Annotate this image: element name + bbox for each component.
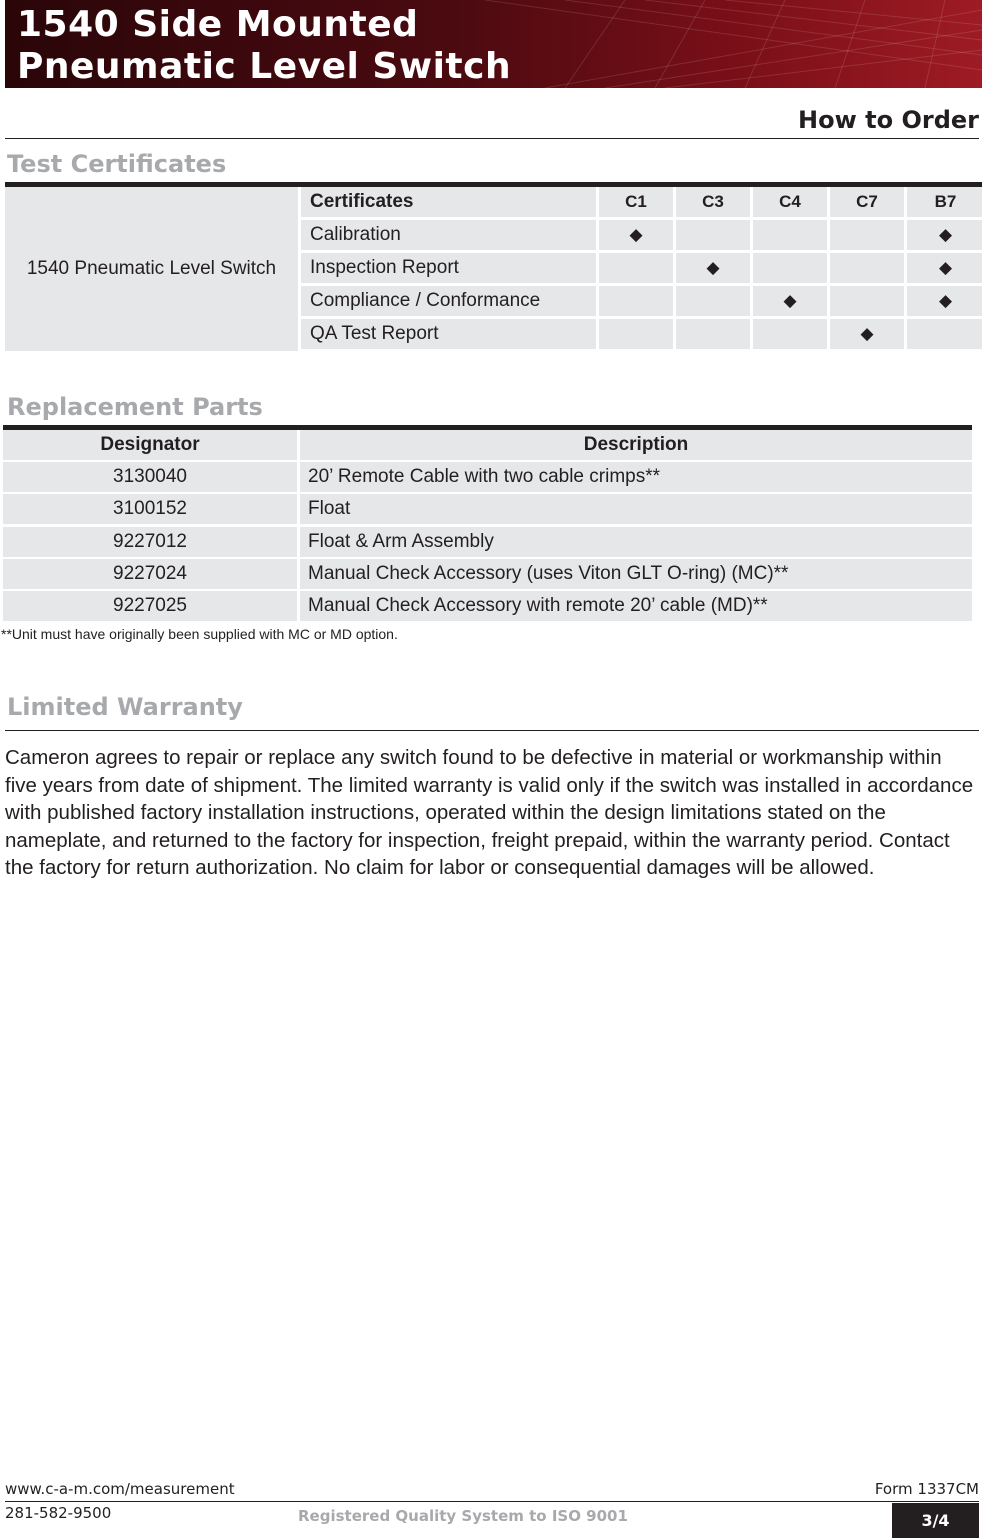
footer-divider (5, 1501, 979, 1502)
parts-footnote: **Unit must have originally been supplied with MC or MD option. (1, 626, 398, 642)
certificate-name: QA Test Report (301, 319, 596, 349)
certificate-mark (753, 319, 827, 349)
certificate-mark: ◆ (676, 253, 750, 283)
part-designator: 9227012 (3, 527, 297, 557)
test-certificates-title: Test Certificates (7, 150, 227, 178)
part-designator: 9227025 (3, 591, 297, 621)
footer-website-link[interactable]: www.c-a-m.com/measurement (5, 1480, 235, 1498)
certificate-mark: ◆ (599, 220, 673, 250)
limited-warranty-text: Cameron agrees to repair or replace any switch found to be defective in material or workmanship within five years from date of shipment. The limited warranty is valid only if the switch was installed in accordance with published factory installation instructions, operated within the design limitations stated on the nameplate, and returned to the factory for inspection, freight prepaid, within the warranty period. Contact the factory for return authorization. No claim for labor or consequential damages will be allowed. (5, 746, 974, 879)
column-header-c1: C1 (599, 187, 673, 217)
certificate-mark (753, 220, 827, 250)
part-designator: 3130040 (3, 462, 297, 492)
certificate-row-qa-test-report (301, 319, 982, 349)
table-row (3, 462, 972, 492)
certificate-mark: ◆ (907, 253, 982, 283)
certificate-row-inspection-report (301, 253, 982, 283)
certificate-name: Calibration (301, 220, 596, 250)
parts-header-row (3, 430, 972, 460)
page-number-badge: 3/4 (892, 1503, 979, 1538)
column-header-c4: C4 (753, 187, 827, 217)
table-row (3, 591, 972, 621)
header-divider (5, 138, 979, 139)
certificate-mark (599, 319, 673, 349)
column-header-c3: C3 (676, 187, 750, 217)
footer-iso-statement: Registered Quality System to ISO 9001 (298, 1507, 628, 1525)
limited-warranty-rule (5, 730, 979, 731)
column-header-c7: C7 (830, 187, 904, 217)
part-description: 20’ Remote Cable with two cable crimps** (300, 462, 972, 492)
certificate-mark: ◆ (830, 319, 904, 349)
footer-form-number: Form 1337CM (874, 1480, 979, 1498)
part-designator: 9227024 (3, 559, 297, 589)
certificates-product-cell: 1540 Pneumatic Level Switch (5, 187, 298, 351)
table-row (3, 559, 972, 589)
certificate-mark (830, 220, 904, 250)
part-designator: 3100152 (3, 494, 297, 524)
header-banner (5, 0, 982, 88)
how-to-order-heading: How to Order (798, 106, 979, 134)
title-line-1: 1540 Side Mounted (17, 4, 419, 45)
table-row (3, 527, 972, 557)
part-description: Manual Check Accessory (uses Viton GLT O-ring) (MC)** (300, 559, 972, 589)
column-header-description: Description (300, 430, 972, 460)
certificate-mark (830, 286, 904, 316)
part-description: Float & Arm Assembly (300, 527, 972, 557)
certificate-row-compliance (301, 286, 982, 316)
footer-phone: 281-582-9500 (5, 1504, 112, 1522)
column-header-certificates: Certificates (301, 187, 596, 217)
part-description: Float (300, 494, 972, 524)
column-header-designator: Designator (3, 430, 297, 460)
certificate-mark: ◆ (907, 220, 982, 250)
title-line-2: Pneumatic Level Switch (17, 46, 512, 87)
page-title (17, 4, 511, 88)
certificate-mark: ◆ (753, 286, 827, 316)
certificate-mark (676, 319, 750, 349)
part-description: Manual Check Accessory with remote 20’ cable (MD)** (300, 591, 972, 621)
certificate-mark (830, 253, 904, 283)
certificate-mark (676, 220, 750, 250)
certificate-name: Inspection Report (301, 253, 596, 283)
replacement-parts-title: Replacement Parts (7, 393, 263, 421)
certificate-mark (907, 319, 982, 349)
certificate-mark (599, 286, 673, 316)
column-header-b7: B7 (907, 187, 982, 217)
limited-warranty-title: Limited Warranty (7, 693, 243, 721)
certificate-mark (676, 286, 750, 316)
certificate-mark (753, 253, 827, 283)
certificate-mark: ◆ (907, 286, 982, 316)
certificate-mark (599, 253, 673, 283)
certificates-header-row (301, 187, 982, 217)
table-row (3, 494, 972, 524)
certificate-name: Compliance / Conformance (301, 286, 596, 316)
certificate-row-calibration (301, 220, 982, 250)
